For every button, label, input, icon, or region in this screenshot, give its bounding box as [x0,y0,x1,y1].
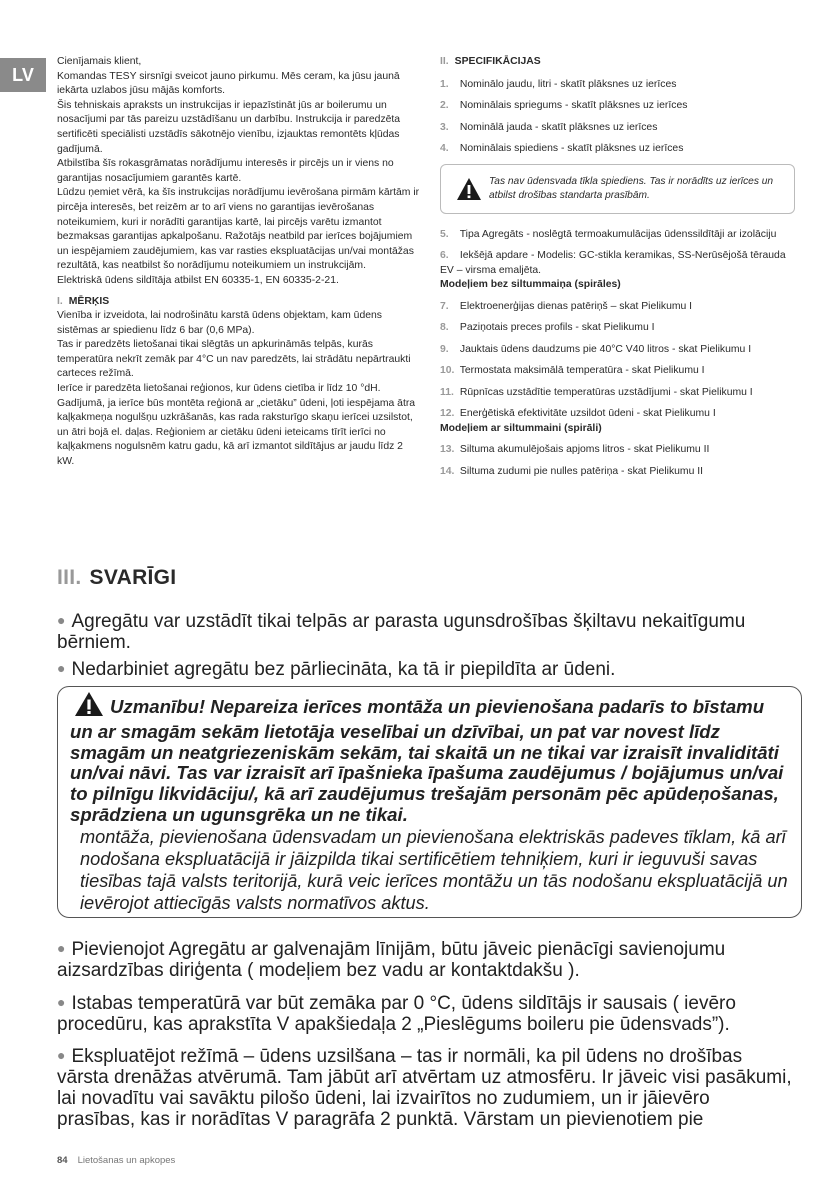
spec-item: 13. Siltuma akumulējošais apjoms litros - skat Pielikumu II [440,444,710,456]
warning-icon [449,177,489,201]
section-1-number: I. [57,295,63,307]
pressure-note-text: Tas nav ūdensvada tīkla spiediens. Tas ir norādīts uz ierīces un atbilst drošības standarta prasībām. [489,175,774,201]
section-1-paragraph: Vienība ir izveidota, lai nodrošinātu karstā ūdens objektam, kam ūdens sistēmas ar spiedienu līdz 6 bar (0,6 MPa). [57,310,382,336]
intro-paragraph: Komandas TESY sirsnīgi sveicot jauno pirkumu. Mēs ceram, ka jūsu jaunā iekārta uzlabos jūsu mājās komforts. [57,70,400,97]
warning-icon [74,691,104,722]
section-3-title: SVARĪGI [89,566,177,589]
subgroup-heading: Modeļiem ar siltummaini (spirāli) [440,422,602,434]
intro-greeting: Cienījamais klient, [57,56,142,67]
page-footer [57,1155,175,1166]
spec-item: 1. Nominālo jaudu, litri - skatīt plāksnes uz ierīces [440,78,677,90]
bullet-icon: ● [57,994,66,1010]
spec-item: 3. Nominālā jauda - skatīt plāksnes uz ierīces [440,121,658,133]
spec-item: 14. Siltuma zudumi pie nulles patēriņa - skat Pielikumu II [440,465,704,477]
footer-text: Lietošanas un apkopes [77,1155,176,1166]
specifications-column [440,55,795,486]
intro-standards: Elektriskā ūdens sildītāja atbilst EN 60335-1, EN 60335-2-21. [57,274,339,286]
section-2-heading [440,55,795,70]
intro-column [57,55,422,470]
spec-item: 7. Elektroenerģijas dienas patēriņš – skat Pielikumu I [440,300,693,312]
spec-item: 5. Tipa Agregāts - noslēgtā termoakumulācijas ūdenssildītāji ar izolāciju [440,228,777,240]
section-1-title: MĒRĶIS [68,295,110,307]
section-3-number: III. [57,566,82,589]
spec-item: 4. Nominālais spiediens - skatīt plāksnes uz ierīces [440,143,684,155]
section-1-heading [57,295,422,310]
bullet-icon: ● [57,940,66,956]
important-bullet: ● Ekspluatējot režīmā – ūdens uzsilšana – tas ir normāli, ka pil ūdens no drošības vārsta drenāžas atvērumā. Tam jābūt arī atvērtam uz atmosfēru. Ir jāveic visi pasākumi, lai novadītu vai savāktu pilošo ūdeni, lai izvairītos no zudumiem, un ir jāievēro prasības, kas ir norādītas V paragrāfa 2 punktā. Vārstam un pievienotiem pie [57,1046,792,1130]
important-bullet: ● Pievienojot Agregātu ar galvenajām līnijām, būtu jāveic pienācīgi savienojumu aizsardzības diriģenta ( modeļiem bez vadu ar kontaktdakšu ). [57,939,726,981]
installation-warning-box [57,686,802,918]
section-1-paragraph: Tas ir paredzēts lietošanai tikai slēgtās un apkurināmās telpās, kurās temperatūra nekrīt zemāk par 4°C un nav paredzēts, lai strādātu nepārtraukti carteces režīmā. [57,339,411,380]
bullet-icon: ● [57,612,66,628]
spec-item: 12. Enerģētiskā efektivitāte uzsildot ūdeni - skat Pielikumu I [440,408,716,420]
pressure-note-box [440,164,795,214]
section-2-title: SPECIFIKĀCIJAS [454,56,541,67]
page-number: 84 [57,1155,68,1166]
spec-item: 2. Nominālais spriegums - skatīt plāksnes uz ierīces [440,100,688,112]
spec-item: 8. Paziņotais preces profils - skat Pielikumu I [440,322,655,334]
warning-bold-text: Uzmanību! Nepareiza ierīces montāža un pievienošana padarīs to bīstamu un ar smagām sekām lietotāja veselībai un dzīvībai, un pat var novest līdz smagām un neatgriezeniskām sekām, tai skaitā un ne tikai var izraisīt invaliditāti un/vai nāvi. Tas var izraisīt arī īpašnieka īpašuma zaudējumus / bojājumus un/vai to pilnīgu likvidāciju/, kā arī zaudējumus trešajām personām pēc apūdeņošanas, sprādziena un ugunsgrēka un ne tikai. [70,691,791,826]
section-1-paragraph: Ierīce ir paredzēta lietošanai reģionos, kur ūdens cietība ir līdz 10 °dH. Gadījumā, ja ierīce būs montēta reģionā ar „cietāku” ūdeni, ļoti iespējama ātra kaļķakmeņa nogulšņu uzkrāšanās, kas rada raksturīgo skaņu ierīcei uzsilstot, un ātri bojā el. daļas. Reģioniem ar cietāku ūdeni ieteicams tīrīt ierīci no kaļķakmens nogulsnēm katru gadu, kā arī izmantot sildītājus ar jaudu līdz 2 kW. [57,383,416,468]
important-bullet: ● Istabas temperatūrā var būt zemāka par 0 °C, ūdens sildītājs ir sausais ( ievēro procedūru, kas aprakstīta V apakšiedaļa 2 „Pieslēgums boileru pie ūdensvads”). [57,993,736,1035]
bullet-icon: ● [57,660,66,676]
spec-item: 6. Iekšējā apdare - Modelis: GC-stikla keramikas, SS-Nerūsējošā tērauda EV – virsma emaljēta. [440,250,786,276]
section-3-heading [57,566,176,590]
language-tab: LV [0,58,46,92]
section-2-number: II. [440,56,449,67]
warning-italic-text: montāža, pievienošana ūdensvadam un pievienošana elektriskās padeves tīklam, kā arī nodošana ekspluatācijā ir jāizpilda tikai sertificētiem tehniķiem, kuri ir ieguvuši savas tiesības tajā valsts teritorijā, kurā veic ierīces montāžu un tās nodošanu ekspluatācijā un ievērojot attiecīgās valsts normatīvos aktus. [80,826,788,913]
intro-paragraph: Šis tehniskais apraksts un instrukcijas ir iepazīstināt jūs ar boilerumu un nosacījumi par tās pareizu uzstādīšanu un darbību. Instrukcija ir paredzēta sertificēti speciālisti uzstādīs sākotnējo vienību, izjauktas remontēts kļūdas gadījumā. [57,99,401,155]
important-bullet: ● Nedarbiniet agregātu bez pārliecināta, ka tā ir piepildīta ar ūdeni. [57,659,616,680]
intro-paragraph: Atbilstība šīs rokasgrāmatas norādījumu interesēs ir pircējs un ir viens no garantijas nosacījumiem garantēs kartē. [57,158,394,184]
spec-item: 9. Jauktais ūdens daudzums pie 40°C V40 litros - skat Pielikumu I [440,343,752,355]
spec-item: 11. Rūpnīcas uzstādītie temperatūras uzstādījumi - skat Pielikumu I [440,386,753,398]
subgroup-heading: Modeļiem bez siltummaiņa (spirāles) [440,279,621,291]
important-bullet: ● Agregātu var uzstādīt tikai telpās ar parasta ugunsdrošības šķiltavu nekaitīgumu bērniem. [57,611,746,653]
bullet-icon: ● [57,1047,66,1063]
spec-item: 10. Termostata maksimālā temperatūra - skat Pielikumu I [440,365,705,377]
intro-paragraph: Lūdzu ņemiet vērā, ka šīs instrukcijas norādījumu ievērošana pirmām kārtām ir pircēja interesēs, bet reizēm ar to arī viens no garantijas ievērošanas noteikumiem, kuri ir norādīti garantijas kartē, lai pircējs varētu izmantot bezmaksas garantijas apkalpošanu. Ražotājs neatbild par ierīces bojājumiem un iespējamiem zaudējumiem, kas var rasties ekspluatācijas un/vai montāžas rezultātā, kas neatbilst šo norādījumu noteikumiem un instrukcijām. [57,187,420,272]
